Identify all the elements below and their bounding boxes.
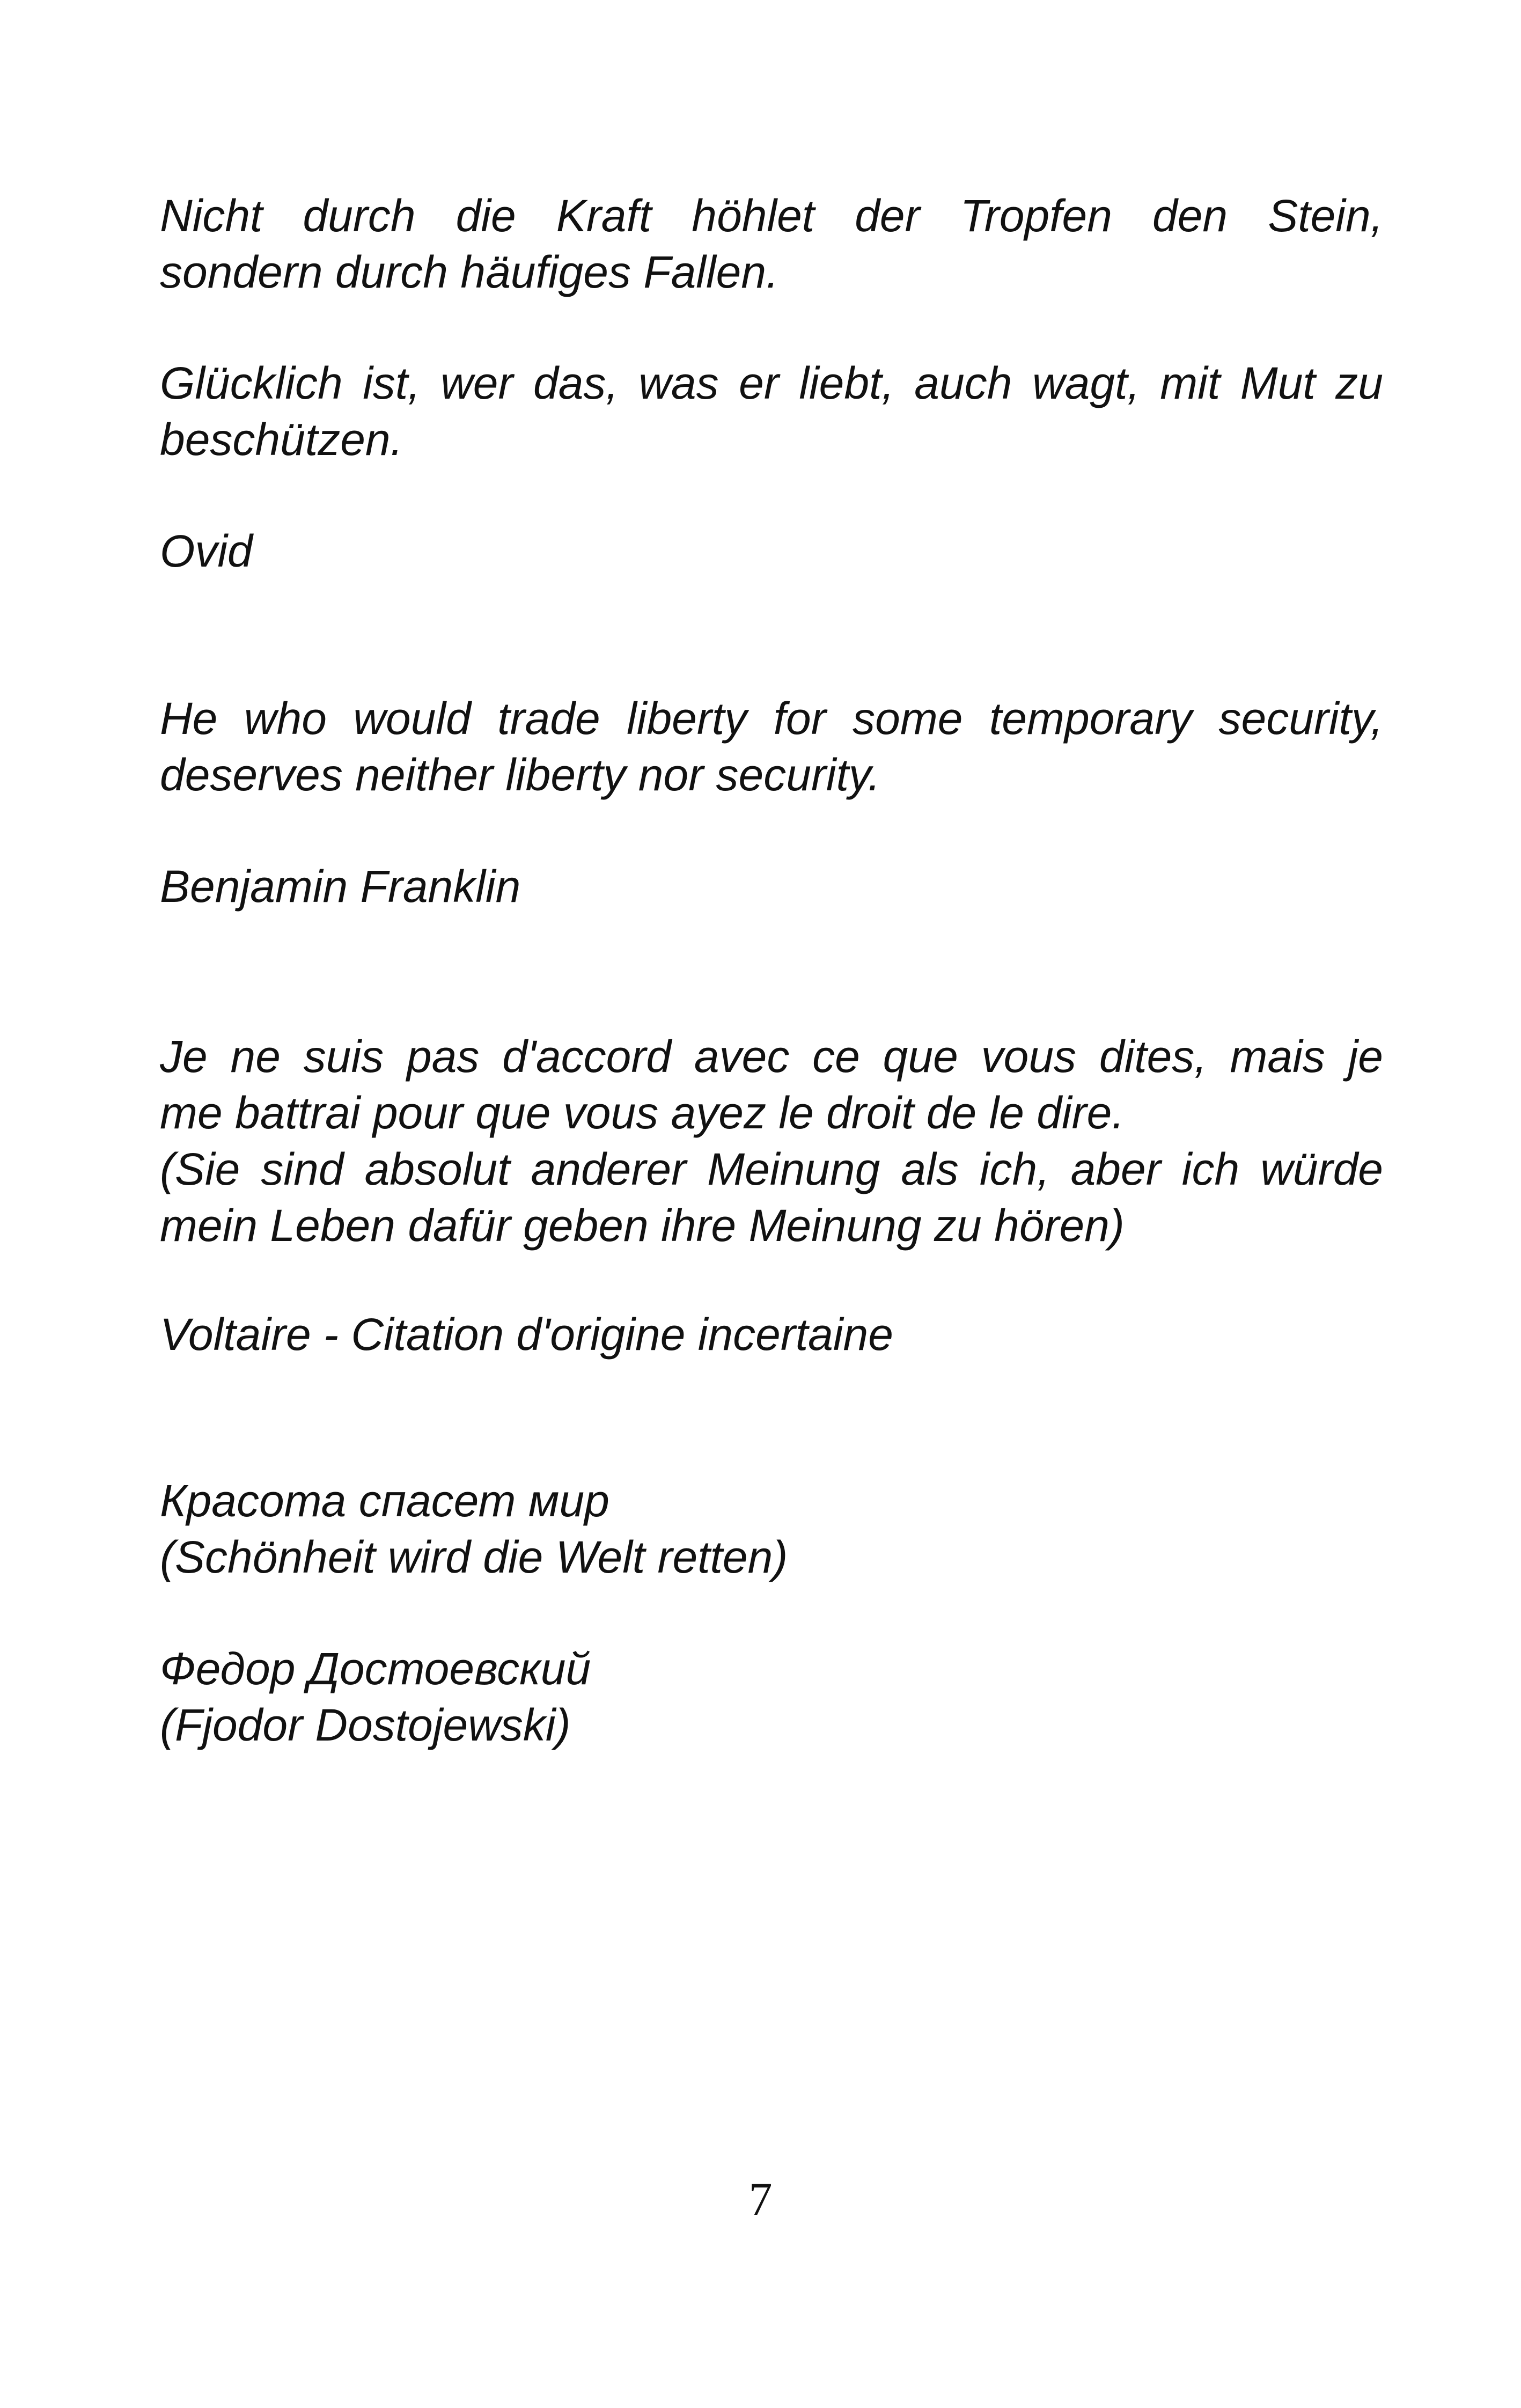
author-franklin: [160, 858, 1383, 915]
page-number: 7: [748, 2174, 773, 2226]
text-line: sondern durch häufiges Fallen.: [160, 247, 779, 297]
text-line: Красота спасет мир: [160, 1475, 609, 1526]
quote-ovid-drop: [160, 188, 1383, 300]
text-line: (Schönheit wird die Welt retten): [160, 1532, 788, 1582]
text-line: Je ne suis pas d'accord avec ce que vous dites, mais je: [160, 1031, 1383, 1082]
text-line: Федор Достоевский: [160, 1643, 591, 1694]
text-line: Voltaire - Citation d'origine incertaine: [160, 1309, 893, 1360]
text-line: (Sie sind absolut anderer Meinung als ich, aber ich würde: [160, 1144, 1383, 1194]
text-line: (Fjodor Dostojewski): [160, 1700, 571, 1750]
quote-voltaire: [160, 1029, 1383, 1254]
quote-ovid-courage: [160, 355, 1383, 468]
text-line: me battrai pour que vous ayez le droit de le dire.: [160, 1088, 1125, 1138]
text-line: beschützen.: [160, 414, 403, 465]
text-line: Ovid: [160, 526, 253, 576]
text-line: He who would trade liberty for some temporary security,: [160, 693, 1383, 744]
text-line: deserves neither liberty nor security.: [160, 750, 881, 800]
text-line: Benjamin Franklin: [160, 861, 521, 912]
quote-dostoevsky: [160, 1473, 1383, 1585]
author-voltaire: [160, 1306, 1383, 1363]
author-ovid: [160, 523, 1383, 579]
text-line: Nicht durch die Kraft höhlet der Tropfen den Stein,: [160, 190, 1383, 241]
author-dostoevsky: [160, 1641, 1383, 1753]
quote-franklin: [160, 691, 1383, 803]
text-line: Glücklich ist, wer das, was er liebt, auch wagt, mit Mut zu: [160, 358, 1383, 408]
text-line: mein Leben dafür geben ihre Meinung zu hören): [160, 1200, 1125, 1251]
